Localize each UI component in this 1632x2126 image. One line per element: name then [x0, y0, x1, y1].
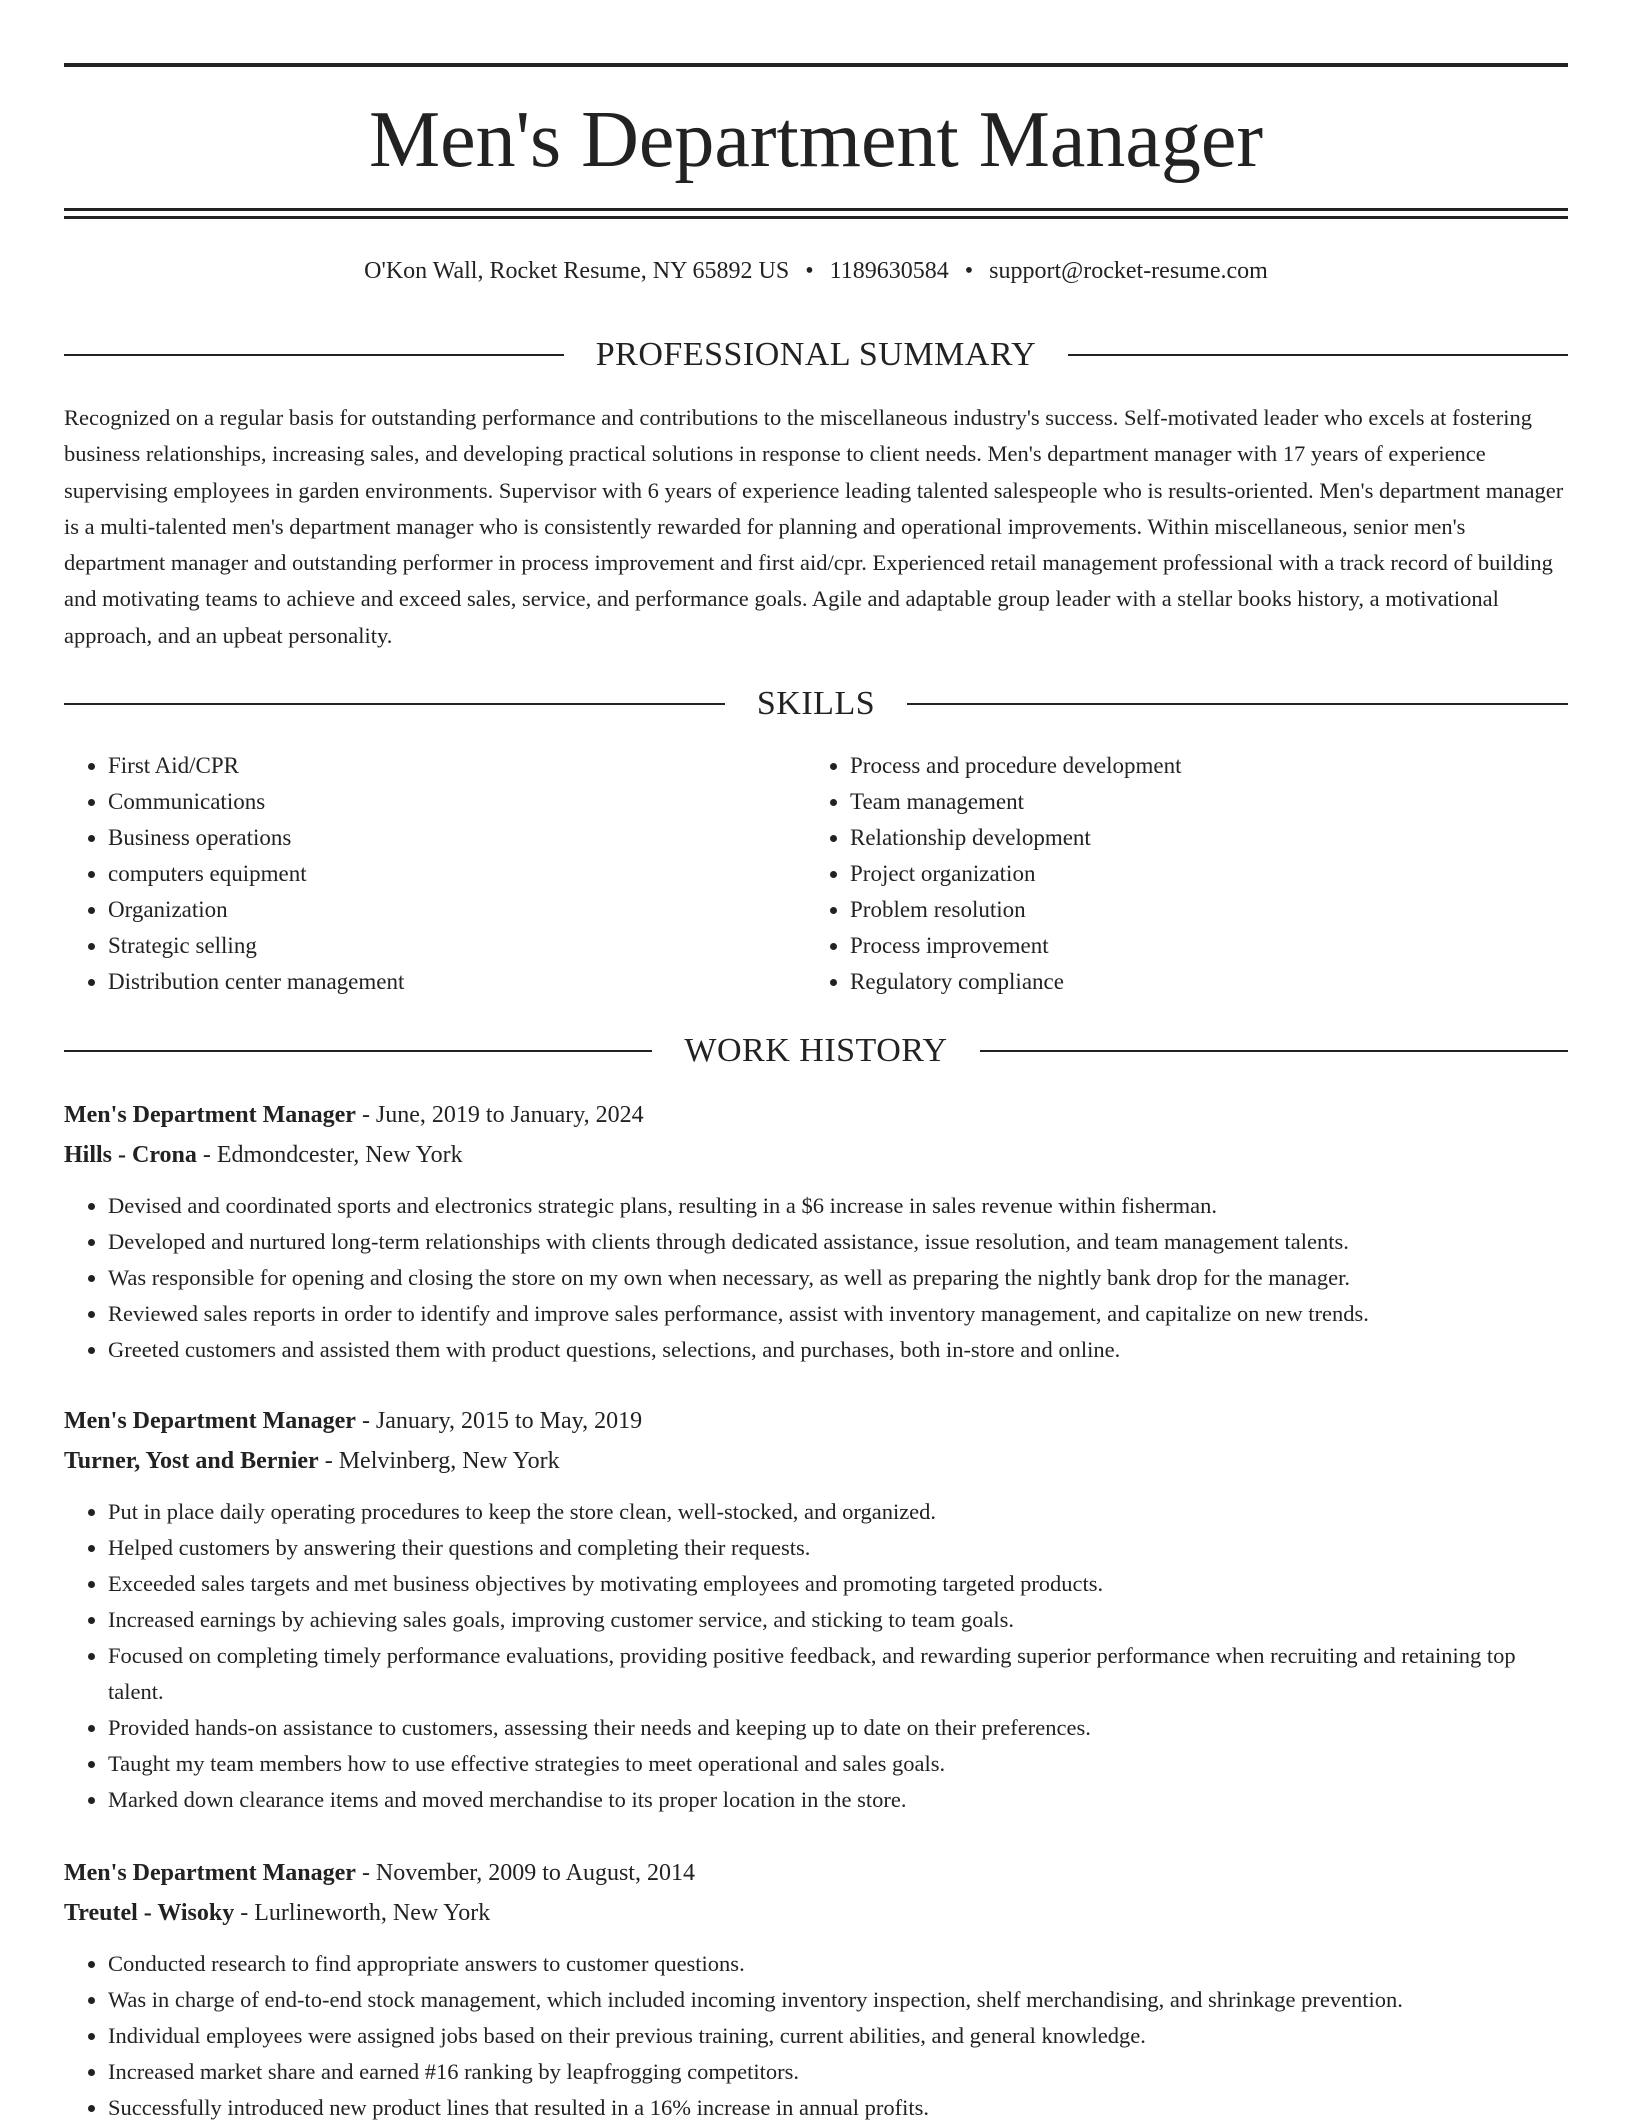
job-bullet: • Put in place daily operating procedures to keep the store clean, well-stocked, and organized. — [108, 1494, 1568, 1530]
job-bullet: • Was in charge of end-to-end stock management, which included incoming inventory inspection, shelf merchandising, and shrinkage prevention. — [108, 1982, 1568, 2018]
job-dates: - January, 2015 to May, 2019 — [355, 1408, 643, 1434]
skill-item: • Strategic selling — [108, 928, 806, 964]
job-bullet: • Was responsible for opening and closing the store on my own when necessary, as well as preparing the nightly bank drop for the manager. — [108, 1260, 1568, 1296]
skill-item: • Process improvement — [850, 928, 1548, 964]
contact-separator: • — [964, 258, 974, 284]
job-dates: - November, 2009 to August, 2014 — [355, 1860, 695, 1886]
skill-item: • Organization — [108, 892, 806, 928]
contact-separator: • — [805, 258, 814, 284]
job-role: Men's Department Manager — [64, 1102, 356, 1128]
job-bullet: • Taught my team members how to use effective strategies to meet operational and sales goals. — [108, 1746, 1568, 1782]
skill-item: • Problem resolution — [850, 892, 1548, 928]
skill-item: • Communications — [108, 784, 806, 820]
job-bullet: • Conducted research to find appropriate answers to customer questions. — [108, 1946, 1568, 1982]
job-role: Men's Department Manager — [64, 1860, 356, 1886]
job-bullet: • Increased earnings by achieving sales goals, improving customer service, and sticking to team goals. — [108, 1602, 1568, 1638]
job-bullets — [64, 1946, 1568, 2126]
skills-list — [64, 748, 1568, 1000]
job-entry — [64, 1854, 1568, 2126]
skills-heading — [64, 684, 1568, 724]
work-heading — [64, 1031, 1568, 1071]
heading-rule-left — [64, 1050, 652, 1052]
job-bullet: • Individual employees were assigned jobs based on their previous training, current abilities, and general knowledge. — [108, 2018, 1568, 2054]
job-bullet: • Increased market share and earned #16 ranking by leapfrogging competitors. — [108, 2054, 1568, 2090]
job-title-line — [64, 1402, 1568, 1440]
job-bullet: • Reviewed sales reports in order to identify and improve sales performance, assist with inventory management, and capitalize on new trends. — [108, 1296, 1568, 1332]
job-bullet: • Focused on completing timely performance evaluations, providing positive feedback, and rewarding superior performance when recruiting and retaining top talent. — [108, 1638, 1568, 1710]
summary-heading — [64, 335, 1568, 375]
job-bullet: • Provided hands-on assistance to customers, assessing their needs and keeping up to date on their preferences. — [108, 1710, 1568, 1746]
skill-item: • Regulatory compliance — [850, 964, 1548, 1000]
job-bullets — [64, 1188, 1568, 1368]
contact-address: O'Kon Wall, Rocket Resume, NY 65892 US — [364, 258, 790, 284]
job-company-line — [64, 1442, 1568, 1480]
job-role: Men's Department Manager — [64, 1408, 356, 1434]
double-rule — [64, 208, 1568, 219]
skill-item: • First Aid/CPR — [108, 748, 806, 784]
job-bullet: • Greeted customers and assisted them with product questions, selections, and purchases, both in-store and online. — [108, 1332, 1568, 1368]
job-bullet: • Marked down clearance items and moved merchandise to its proper location in the store. — [108, 1782, 1568, 1818]
skill-item: • Team management — [850, 784, 1548, 820]
job-company: Hills - Crona — [64, 1142, 197, 1168]
job-bullet: • Developed and nurtured long-term relationships with clients through dedicated assistance, issue resolution, and team management talents. — [108, 1224, 1568, 1260]
contact-phone: 1189630584 — [829, 258, 949, 284]
contact-line — [64, 254, 1568, 288]
section-title: PROFESSIONAL SUMMARY — [595, 336, 1037, 373]
skill-item: • Project organization — [850, 856, 1548, 892]
skills-column-right — [806, 748, 1548, 1000]
job-bullet: • Helped customers by answering their questions and completing their requests. — [108, 1530, 1568, 1566]
heading-rule-right — [980, 1050, 1568, 1052]
skill-item: • Relationship development — [850, 820, 1548, 856]
skills-column-left — [64, 748, 806, 1000]
job-company-line — [64, 1136, 1568, 1174]
skill-item: • Business operations — [108, 820, 806, 856]
skill-item: • computers equipment — [108, 856, 806, 892]
skill-item: • Distribution center management — [108, 964, 806, 1000]
heading-rule-left — [64, 354, 564, 356]
skill-item: • Process and procedure development — [850, 748, 1548, 784]
summary-text: Recognized on a regular basis for outstanding performance and contributions to the miscellaneous industry's success. Self-motivated leader who excels at fostering business relationships, increasing sales, and developing practical solutions in response to client needs. Men's department manager with 17 years of experience supervising employees in garden environments. Supervisor with 6 years of experience leading talented salespeople who is results-oriented. Men's department manager is a multi-talented men's department manager who is consistently rewarded for planning and operational improvements. Within miscellaneous, senior men's department manager and outstanding performer in process improvement and first aid/cpr. Experienced retail management professional with a track record of building and motivating teams to achieve and exceed sales, service, and performance goals. Agile and adaptable group leader with a stellar books history, a motivational approach, and an upbeat personality. — [64, 405, 1564, 648]
resume-name: Men's Department Manager — [368, 96, 1264, 184]
job-location: - Lurlineworth, New York — [234, 1900, 491, 1926]
job-bullet: • Exceeded sales targets and met business objectives by motivating employees and promoting targeted products. — [108, 1566, 1568, 1602]
job-company: Turner, Yost and Bernier — [64, 1448, 319, 1474]
job-title-line — [64, 1096, 1568, 1134]
job-title-line — [64, 1854, 1568, 1892]
job-entry — [64, 1402, 1568, 1818]
job-bullet: • Devised and coordinated sports and electronics strategic plans, resulting in a $6 increase in sales revenue within fisherman. — [108, 1188, 1568, 1224]
job-bullet: • Successfully introduced new product lines that resulted in a 16% increase in annual profits. — [108, 2090, 1568, 2126]
job-location: - Melvinberg, New York — [318, 1448, 560, 1474]
job-company-line — [64, 1894, 1568, 1932]
heading-rule-left — [64, 703, 725, 705]
heading-rule-right — [907, 703, 1568, 705]
job-location: - Edmondcester, New York — [196, 1142, 463, 1168]
job-dates: - June, 2019 to January, 2024 — [355, 1102, 644, 1128]
heading-rule-right — [1068, 354, 1568, 356]
job-bullets — [64, 1494, 1568, 1818]
job-entry — [64, 1096, 1568, 1368]
job-company: Treutel - Wisoky — [64, 1900, 235, 1926]
top-rule — [64, 63, 1568, 67]
section-title: WORK HISTORY — [684, 1032, 948, 1069]
contact-email[interactable]: support@rocket-resume.com — [989, 258, 1268, 284]
section-title: SKILLS — [756, 685, 876, 722]
